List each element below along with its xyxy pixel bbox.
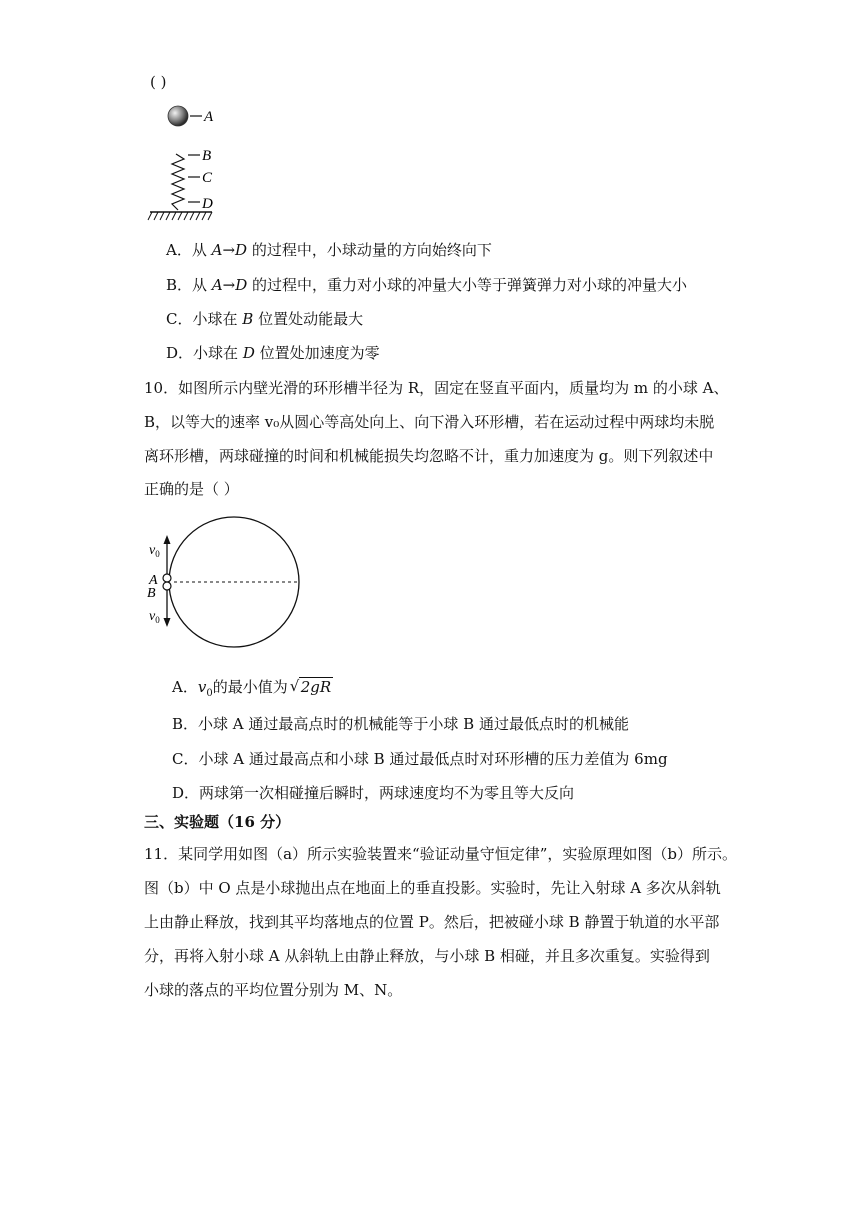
section-title: 三、实验题（16 分） xyxy=(144,813,291,831)
q11-stem-line-5: 小球的落点的平均位置分别为 M、N。 xyxy=(144,981,403,999)
label-v0-bottom: $v_0$ xyxy=(149,609,160,625)
q9-answer-bracket: ( ) xyxy=(150,73,167,91)
label-b: B xyxy=(147,586,156,601)
q9-option-c: C．小球在 B 位置处动能最大 xyxy=(166,310,364,328)
q10-option-c: C．小球 A 通过最高点和小球 B 通过最低点时对环形槽的压力差值为 6mg xyxy=(172,750,668,768)
ball-b xyxy=(163,582,171,590)
sqrt-expression: √ 2gR xyxy=(289,677,332,696)
q10-stem-line-4: 正确的是（ ） xyxy=(144,480,239,498)
label-a: A xyxy=(204,109,214,125)
spring-ball-figure xyxy=(140,96,250,228)
q11-stem-line-2: 图（b）中 O 点是小球抛出点在地面上的垂直投影。实验时，先让入射球 A 多次从斜轨 xyxy=(144,879,721,897)
q9-option-b: B．从 A→D 的过程中，重力对小球的冲量大小等于弹簧弹力对小球的冲量大小 xyxy=(166,276,688,294)
q10-stem-line-2: B，以等大的速率 v₀从圆心等高处向上、向下滑入环形槽，若在运动过程中两球均未脱 xyxy=(144,413,715,431)
label-d: D xyxy=(202,196,213,212)
ball-a xyxy=(163,574,171,582)
q10-stem-line-1: 10．如图所示内壁光滑的环形槽半径为 R，固定在竖直平面内，质量均为 m 的小球 A、 xyxy=(144,379,729,397)
q10-option-a: A．$v_0$的最小值为 √ 2gR xyxy=(172,677,332,699)
label-v0-top: $v_0$ xyxy=(149,543,160,559)
q10-stem-line-3: 离环形槽，两球碰撞的时间和机械能损失均忽略不计，重力加速度为 g。则下列叙述中 xyxy=(144,447,714,465)
q11-stem-line-4: 分，再将入射小球 A 从斜轨上由静止释放，与小球 B 相碰，并且多次重复。实验得到 xyxy=(144,947,710,965)
q9-option-a: A．从 A→D 的过程中，小球动量的方向始终向下 xyxy=(166,241,492,259)
q9-option-d: D．小球在 D 位置处加速度为零 xyxy=(166,344,380,362)
spring xyxy=(172,154,184,210)
label-b: B xyxy=(202,148,212,164)
q11-stem-line-3: 上由静止释放，找到其平均落地点的位置 P。然后，把被碰小球 B 静置于轨道的水平部 xyxy=(144,913,720,931)
ring-groove-figure xyxy=(140,508,310,658)
ball xyxy=(168,106,188,126)
q10-option-d: D．两球第一次相碰撞后瞬时，两球速度均不为零且等大反向 xyxy=(172,784,575,802)
label-a: A xyxy=(149,573,158,588)
q11-stem-line-1: 11．某同学用如图（a）所示实验装置来“验证动量守恒定律”，实验原理如图（b）所示。 xyxy=(144,845,737,863)
label-c: C xyxy=(202,170,213,186)
q10-option-b: B．小球 A 通过最高点时的机械能等于小球 B 通过最低点时的机械能 xyxy=(172,715,629,733)
